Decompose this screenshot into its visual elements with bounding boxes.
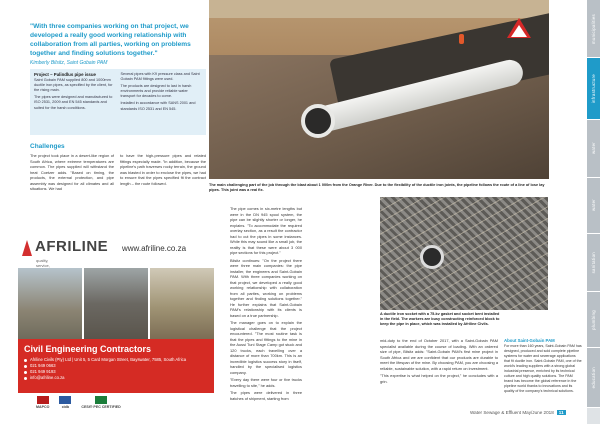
tab-municipalities[interactable] xyxy=(587,0,600,58)
location-icon xyxy=(24,359,27,362)
ad-badge-label: cidb xyxy=(61,405,70,409)
ad-brand: AFRILINE xyxy=(35,238,109,255)
ad-tagline: quality, service, xyxy=(36,258,50,268)
project-info-title: Project – Palindlus pipe issue xyxy=(34,72,96,77)
photo-rebar xyxy=(380,197,548,310)
photo-pipe-socket xyxy=(420,245,444,269)
ad-badge-label: MAPCO xyxy=(36,405,50,409)
ad-phone-text: 021 949 0663 xyxy=(30,363,56,368)
challenges-heading: Challenges xyxy=(30,143,65,150)
ad-fax-text: 021 949 9193 xyxy=(30,369,56,374)
tab-label: water xyxy=(591,199,596,212)
challenges-col-2: to have the high-pressure pipes and related fittings especially made. "In addition, because the pipeline's path traverses rocky terrain, the ground was blasted in order to enclose the pipes, we had to ensure that the pipes specified fit the contract length – the route followed. xyxy=(120,153,206,186)
photo-top-caption: The main challenging part of the job through the blast about 1 000m from the Orange River. Due to the flexibility of the ductile iron joints, the pipeline follows the route of a line of lose lay pipes. This joint was a real fix. xyxy=(209,183,545,192)
pipeline-trench-photo xyxy=(209,0,549,179)
body-paragraph: "Every day there were four or five trucks travelling to site," he adds. xyxy=(230,377,302,388)
body-paragraph: The pipe comes in six-metre lengths but were in the DN 945 spool system, the pipe can be slightly shorter or longer, he explains. "To accommodate the required overlay section, as a result the contractor had to cut the pipes in some instances. While this may sound like a small job, the reality is that these were about 3 000 pipe sections for this project." xyxy=(230,206,302,255)
phone-icon xyxy=(24,365,27,368)
tab-education[interactable] xyxy=(587,348,600,408)
email-icon xyxy=(24,377,27,380)
reinforcement-block-photo xyxy=(380,197,548,310)
tab-label: plumbing xyxy=(591,309,596,330)
cesi-logo-icon xyxy=(95,396,107,404)
ad-title: Civil Engineering Contractors xyxy=(24,344,152,354)
tab-water-2[interactable] xyxy=(587,178,600,234)
photo-pipe-end xyxy=(301,104,335,138)
ad-contact-panel xyxy=(18,339,214,393)
about-box xyxy=(504,338,582,394)
ad-photo xyxy=(18,268,82,339)
footer-text: Water Sewage & Effluent May/June 2018 xyxy=(470,410,554,415)
photo-sky xyxy=(209,0,549,18)
pull-quote xyxy=(30,22,202,66)
photo-worker xyxy=(459,34,464,44)
quote-attribution: Kimberly Bilsitz, Saint Gobain PAM xyxy=(30,60,108,66)
about-text: For more than 160 years, Saint-Gobain PAM has designed, produced and sold complete pipeline systems for water and sewerage applications that fit ductile iron. Saint-Gobain PAM, one of the world's leading suppliers with a strong global industrial presence, enriched by its technical culture and high quality solutions. The PAM brand has become the global reference in the pipeline world thanks to innovations and its quality of the company's technical solutions. xyxy=(504,344,582,393)
project-info-paragraph: Installed in accordance with SANS 2001 and standards ISO 2531 and EN 545. xyxy=(120,101,196,111)
ad-badge xyxy=(59,396,71,409)
body-paragraph: The pipes were delivered in three batches of shipment, starting from xyxy=(230,390,302,401)
afriline-logo-icon xyxy=(22,240,32,256)
body-paragraph: Bilsitz continues: "On the project there were three main companies: the pipe installer, the engineers and Saint-Gobain PAM. With three companies working on that project, we developed a really good working relationship with collaboration from all parties, working on problems together and finding solutions together." He further explains that Saint-Gobain PAM's relationship with its clients is based on a true partnership. xyxy=(230,257,302,318)
body-paragraph: The manager goes on to explain the logistical challenge that the project encountered. "The most routine task is that the pipes and fittings to the mine in the Aussi Tuni Stage Camp got stuck and 120 trucks, each travelling over a distance of more than 700km. This is an incredible logistics success story in itself, handled by the specialised logistics company. xyxy=(230,320,302,375)
page-footer xyxy=(470,410,566,415)
ad-url-link[interactable]: www.afriline.co.za xyxy=(122,244,187,253)
challenges-col-1: The project took place in a desert-like region of South Africa, where extreme temperatures are common. The pipes supplied will withstand the heat Coetzer adds. "Based on timing, the products, the external protection, and pipe assembly was designed for all climates and all situations. We had xyxy=(30,153,114,191)
project-info-paragraph: The pipes were designed and manufactured to ISO 2531, 2009 and EN 545 standards and suited for the harsh conditions. xyxy=(34,95,113,110)
tab-label: water xyxy=(591,142,596,155)
body-col-right xyxy=(380,338,498,384)
tab-infrastructure[interactable] xyxy=(587,58,600,120)
tab-label: sanitation xyxy=(591,251,596,274)
cidb-logo-icon xyxy=(59,396,71,404)
about-title: About Saint-Gobain PAM xyxy=(504,338,555,343)
project-info-paragraph: The products are designed to last in harsh environments and provide reliable water transport for decades to come. xyxy=(120,84,192,99)
quote-text: "With three companies working on that project, we developed a really good working relationship with collaboration from all parties, working on problems together and finding solutions together." xyxy=(30,23,191,57)
page-number: 11 xyxy=(558,410,564,415)
ad-badge xyxy=(36,396,49,409)
ad-badge xyxy=(81,396,120,409)
ad-photo-strip xyxy=(18,268,214,339)
ad-email[interactable] xyxy=(24,375,208,381)
ad-header xyxy=(18,230,214,268)
fax-icon xyxy=(24,371,27,374)
project-info-paragraph: Several pipes with K9 pressure class and Saint Gobain PAM fittings were used. xyxy=(120,72,200,82)
tab-water[interactable] xyxy=(587,120,600,178)
ad-badge-label: CESI® PEC CERTIFIED xyxy=(81,405,121,409)
tab-plumbing[interactable] xyxy=(587,292,600,348)
project-info-col-2 xyxy=(121,72,203,132)
ad-email-text[interactable]: info@afriline.co.za xyxy=(30,375,65,380)
tab-sanitation[interactable] xyxy=(587,234,600,292)
ad-badges xyxy=(18,393,214,412)
ad-photo xyxy=(150,268,214,339)
ad-address-text: Afriline Civils (Pty) Ltd | Unit 5, 5 Card Morgan Street, Bayswater, 7585, South Africa xyxy=(30,357,187,362)
mapco-logo-icon xyxy=(37,396,49,404)
ad-photo xyxy=(84,268,148,339)
section-tabs xyxy=(587,0,600,424)
project-info-box xyxy=(30,69,206,135)
afriline-advert[interactable] xyxy=(18,230,214,412)
photo-mid-caption: A ductile iron socket with a 75-kv gasket and socket bent installed in the field. The workers are busy constructing reinforced block to keep the pipe in place, which was installed by Afriline Civils. xyxy=(380,312,500,326)
body-col-mid xyxy=(230,206,302,401)
body-paragraph: mid-duty to the end of October 2017, with a Saint-Gobain PAM specialist available during the course of loading. With an ordered size of pipe, Bilsitz adds: "Saint-Gobain PAM's first mine project in South Africa and we are confident that our products are durable to meet the lifespan of the mine. By choosing PAM, you are choosing a reliable, sustainable solution, with a rapid return on investment. xyxy=(380,338,498,371)
tab-label: infrastructure xyxy=(591,73,596,104)
warning-sign-inner xyxy=(511,25,527,37)
tab-label: municipalities xyxy=(591,13,596,44)
body-paragraph: "This expertise is what helped on the project," he concludes with a grin. xyxy=(380,373,498,384)
project-info-col-1 xyxy=(34,72,116,132)
tab-label: education xyxy=(591,366,596,389)
project-info-paragraph: Saint Gobain PAM supplied 800 and 1000mm ductile iron pipes, as specified by the client, for the rising main. xyxy=(34,78,113,93)
